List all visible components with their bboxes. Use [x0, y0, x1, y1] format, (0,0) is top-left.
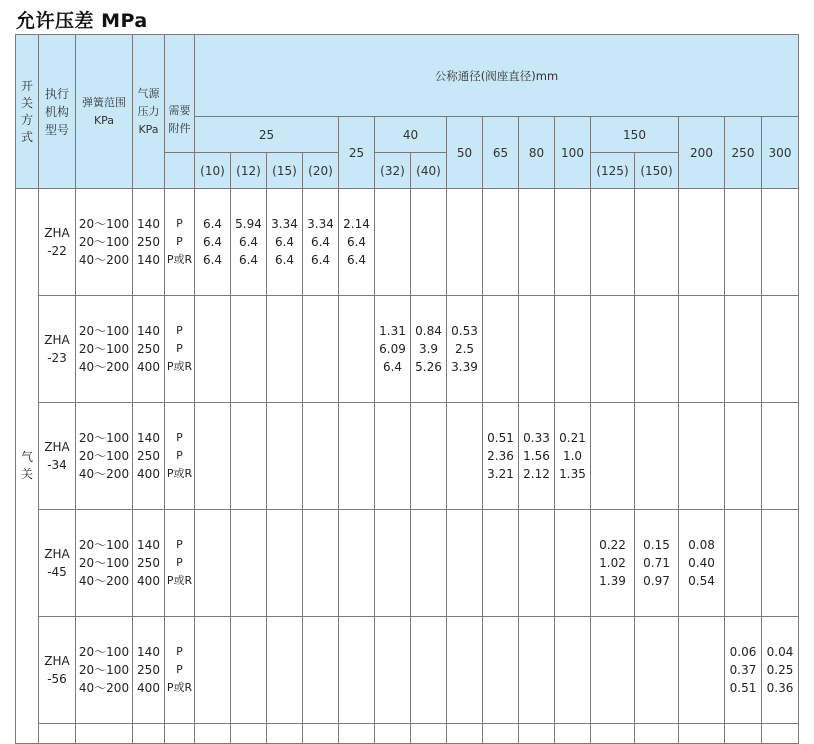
pressure-value-cell-line: 3.21 — [487, 467, 514, 481]
empty-cell — [447, 510, 483, 617]
spring-range-cell — [76, 296, 133, 403]
empty-cell — [339, 403, 375, 510]
pressure-value-cell — [555, 403, 591, 510]
header-dn25: 25 — [339, 117, 375, 189]
air-supply-cell-line: 400 — [137, 681, 160, 695]
pressure-value-cell-line: 3.39 — [451, 360, 478, 374]
accessory-cell-line: P或R — [166, 253, 193, 266]
empty-cell — [267, 510, 303, 617]
pressure-value-cell-line: 0.97 — [643, 574, 670, 588]
pressure-value-cell-line: 1.31 — [379, 324, 406, 338]
empty-cell — [555, 296, 591, 403]
spring-range-cell-line: 20～100 — [78, 235, 130, 249]
header-dn50: 50 — [447, 117, 483, 189]
empty-cell — [195, 296, 231, 403]
empty-cell — [231, 617, 267, 724]
accessory-cell-line: P或R — [166, 360, 193, 373]
empty-cell — [725, 189, 762, 296]
empty-cell — [635, 296, 679, 403]
page-title: 允许压差 MPa — [16, 10, 148, 32]
empty-cell — [555, 189, 591, 296]
header-accessory: 需要附件 — [165, 35, 195, 153]
air-supply-cell-line: 140 — [137, 431, 160, 445]
empty-cell — [635, 617, 679, 724]
actuator-model-cell: ZHA-45 — [39, 510, 76, 617]
pressure-value-cell-line: 0.51 — [729, 681, 757, 695]
pressure-value-cell-line: 0.53 — [451, 324, 478, 338]
empty-cell — [303, 296, 339, 403]
accessory-cell-line: P — [176, 324, 183, 337]
header-dn25-group: 25 — [195, 117, 339, 153]
spring-range-cell-line: 20～100 — [78, 342, 130, 356]
pressure-value-cell — [519, 403, 555, 510]
pressure-value-cell-line: 0.15 — [643, 538, 670, 552]
table-row — [16, 296, 799, 403]
header-dn100: 100 — [555, 117, 591, 189]
actuator-model-cell: ZHA-22 — [39, 189, 76, 296]
accessory-cell — [165, 189, 195, 296]
pressure-value-cell-line: 2.5 — [454, 342, 475, 356]
pressure-value-cell — [483, 403, 519, 510]
accessory-cell-line: P或R — [166, 467, 193, 480]
air-supply-cell-line: 250 — [137, 342, 160, 356]
pressure-value-cell-line: 0.08 — [688, 538, 715, 552]
pressure-value-cell — [231, 189, 267, 296]
air-supply-cell — [133, 296, 165, 403]
pressure-value-cell-line: 3.9 — [418, 342, 439, 356]
pressure-value-cell — [267, 189, 303, 296]
empty-cell — [447, 403, 483, 510]
header-dn150-group: 150 — [591, 117, 679, 153]
table-row — [16, 510, 799, 617]
empty-cell — [762, 403, 799, 510]
header-dn40: (40) — [411, 153, 447, 189]
accessory-cell-line: P — [176, 235, 183, 248]
actuator-model-cell: ZHA-34 — [39, 403, 76, 510]
spring-range-cell-line: 20～100 — [78, 556, 130, 570]
pressure-value-cell-line: 0.22 — [599, 538, 626, 552]
empty-cell — [303, 617, 339, 724]
pressure-value-cell-line: 6.4 — [202, 217, 223, 231]
empty-cell — [447, 617, 483, 724]
spring-range-cell-line: 20～100 — [78, 217, 130, 231]
empty-cell — [375, 189, 411, 296]
air-supply-cell — [133, 189, 165, 296]
empty-cell — [411, 617, 447, 724]
pressure-value-cell-line: 0.51 — [487, 431, 514, 445]
spring-range-cell — [76, 510, 133, 617]
empty-cell — [591, 617, 635, 724]
empty-cell — [483, 189, 519, 296]
pressure-value-cell — [375, 296, 411, 403]
pressure-value-cell-line: 2.36 — [487, 449, 514, 463]
accessory-cell — [165, 296, 195, 403]
pressure-value-cell-line: 6.4 — [274, 253, 295, 267]
header-dn40-group: 40 — [375, 117, 447, 153]
empty-cell — [762, 296, 799, 403]
pressure-diff-table — [15, 34, 799, 744]
spring-range-cell-line: 40～200 — [78, 681, 130, 695]
pressure-value-cell — [635, 510, 679, 617]
empty-cell — [339, 296, 375, 403]
empty-cell — [303, 510, 339, 617]
pressure-value-cell-line: 6.4 — [202, 235, 223, 249]
empty-cell — [762, 189, 799, 296]
switch-mode-cell: 气关 — [16, 189, 39, 744]
air-supply-cell-line: 400 — [137, 467, 160, 481]
empty-cell — [555, 617, 591, 724]
header-dn20: (20) — [303, 153, 339, 189]
table-row — [16, 189, 799, 296]
pressure-value-cell-line: 2.12 — [523, 467, 550, 481]
pressure-value-cell — [339, 189, 375, 296]
empty-cell — [725, 403, 762, 510]
air-supply-cell-line: 400 — [137, 360, 160, 374]
accessory-cell-line: P — [176, 449, 183, 462]
empty-cell — [231, 296, 267, 403]
empty-cell — [635, 403, 679, 510]
pressure-value-cell-line: 6.4 — [274, 235, 295, 249]
pressure-value-cell-line: 1.56 — [523, 449, 550, 463]
spring-range-cell-line: 20～100 — [78, 449, 130, 463]
spring-range-cell — [76, 189, 133, 296]
spring-range-cell-line: 40～200 — [78, 574, 130, 588]
table-row — [16, 403, 799, 510]
accessory-cell-line: P或R — [166, 681, 193, 694]
air-supply-cell-line: 140 — [137, 645, 160, 659]
empty-cell — [411, 189, 447, 296]
spring-range-cell-line: 20～100 — [78, 645, 130, 659]
header-switch-mode: 开关方式 — [16, 35, 39, 189]
pressure-value-cell-line: 0.37 — [729, 663, 757, 677]
table-row — [16, 617, 799, 724]
empty-cell — [519, 296, 555, 403]
air-supply-cell-line: 250 — [137, 449, 160, 463]
empty-cell — [483, 296, 519, 403]
pressure-value-cell-line: 6.4 — [238, 235, 259, 249]
empty-cell — [195, 510, 231, 617]
empty-cell — [591, 403, 635, 510]
empty-cell — [411, 403, 447, 510]
air-supply-cell-line: 250 — [137, 663, 160, 677]
header-accessory-spacer — [165, 153, 195, 189]
pressure-value-cell-line: 6.4 — [382, 360, 403, 374]
empty-cell — [679, 617, 725, 724]
empty-cell — [231, 510, 267, 617]
air-supply-cell — [133, 510, 165, 617]
empty-cell — [483, 617, 519, 724]
pressure-value-cell — [762, 617, 799, 724]
air-supply-cell-line: 400 — [137, 574, 160, 588]
empty-cell — [591, 296, 635, 403]
pressure-value-cell-line: 6.09 — [379, 342, 406, 356]
spring-range-cell — [76, 617, 133, 724]
header-dn10: (10) — [195, 153, 231, 189]
empty-cell — [375, 510, 411, 617]
pressure-value-cell-line: 2.14 — [343, 217, 370, 231]
pressure-value-cell-line: 6.4 — [238, 253, 259, 267]
pressure-value-cell-line: 3.34 — [307, 217, 334, 231]
header-dn125: (125) — [591, 153, 635, 189]
pressure-value-cell-line: 0.71 — [643, 556, 670, 570]
pressure-value-cell-line: 5.26 — [415, 360, 442, 374]
spring-range-cell-line: 20～100 — [78, 538, 130, 552]
header-dn15: (15) — [267, 153, 303, 189]
air-supply-cell-line: 250 — [137, 235, 160, 249]
pressure-value-cell-line: 6.4 — [346, 235, 367, 249]
empty-cell — [195, 403, 231, 510]
empty-cell — [555, 510, 591, 617]
accessory-cell — [165, 403, 195, 510]
empty-cell — [725, 296, 762, 403]
empty-cell — [679, 189, 725, 296]
accessory-cell-line: P — [176, 645, 183, 658]
empty-cell — [339, 617, 375, 724]
empty-cell — [679, 296, 725, 403]
accessory-cell-line: P或R — [166, 574, 193, 587]
empty-cell — [591, 189, 635, 296]
spring-range-cell-line: 20～100 — [78, 324, 130, 338]
pressure-value-cell-line: 6.4 — [202, 253, 223, 267]
spring-range-cell-line: 40～200 — [78, 360, 130, 374]
empty-cell — [375, 403, 411, 510]
air-supply-cell-line: 140 — [137, 538, 160, 552]
air-supply-cell-line: 140 — [137, 217, 160, 231]
air-supply-cell-line: 140 — [137, 324, 160, 338]
accessory-cell-line: P — [176, 663, 183, 676]
empty-cell — [483, 510, 519, 617]
spring-range-cell-line: 20～100 — [78, 431, 130, 445]
empty-cell — [635, 189, 679, 296]
spring-range-cell-line: 40～200 — [78, 467, 130, 481]
empty-cell — [519, 617, 555, 724]
header-dn80: 80 — [519, 117, 555, 189]
header-dn65: 65 — [483, 117, 519, 189]
spring-range-cell-line: 40～200 — [78, 253, 130, 267]
spring-range-cell-line: 20～100 — [78, 663, 130, 677]
accessory-cell-line: P — [176, 431, 183, 444]
empty-cell — [411, 510, 447, 617]
header-dn12: (12) — [231, 153, 267, 189]
empty-cell — [195, 617, 231, 724]
empty-cell — [447, 189, 483, 296]
pressure-value-cell — [303, 189, 339, 296]
pressure-value-cell — [447, 296, 483, 403]
accessory-cell-line: P — [176, 342, 183, 355]
air-supply-cell-line: 140 — [137, 253, 160, 267]
pressure-value-cell-line: 0.21 — [559, 431, 586, 445]
empty-cell — [267, 617, 303, 724]
header-dn150: (150) — [635, 153, 679, 189]
empty-cell — [679, 403, 725, 510]
empty-cell — [375, 617, 411, 724]
accessory-cell-line: P — [176, 538, 183, 551]
pressure-value-cell-line: 0.06 — [729, 645, 757, 659]
header-spring-range: 弹簧范围 KPa — [76, 35, 133, 189]
header-actuator-model: 执行机构型号 — [39, 35, 76, 189]
spring-range-cell — [76, 403, 133, 510]
pressure-value-cell-line: 6.4 — [346, 253, 367, 267]
pressure-value-cell-line: 3.34 — [271, 217, 298, 231]
empty-cell — [267, 403, 303, 510]
pressure-value-cell-line: 0.04 — [766, 645, 794, 659]
empty-cell — [725, 510, 762, 617]
header-air-supply: 气源压力 KPa — [133, 35, 165, 189]
air-supply-cell — [133, 617, 165, 724]
air-supply-cell-line: 250 — [137, 556, 160, 570]
pressure-value-cell-line: 5.94 — [235, 217, 262, 231]
pressure-value-cell — [679, 510, 725, 617]
header-dn32: (32) — [375, 153, 411, 189]
pressure-value-cell-line: 0.54 — [688, 574, 715, 588]
actuator-model-cell: ZHA-23 — [39, 296, 76, 403]
pressure-value-cell-line: 1.0 — [562, 449, 583, 463]
accessory-cell-line: P — [176, 556, 183, 569]
empty-cell — [303, 403, 339, 510]
accessory-cell-line: P — [176, 217, 183, 230]
empty-cell — [267, 296, 303, 403]
pressure-value-cell — [411, 296, 447, 403]
pressure-value-cell-line: 0.40 — [688, 556, 715, 570]
header-nominal-diameter: 公称通径(阀座直径)mm — [195, 35, 799, 117]
header-dn300: 300 — [762, 117, 799, 189]
air-supply-cell — [133, 403, 165, 510]
actuator-model-cell: ZHA-56 — [39, 617, 76, 724]
accessory-cell — [165, 617, 195, 724]
pressure-value-cell-line: 0.33 — [523, 431, 550, 445]
pressure-value-cell-line: 6.4 — [310, 235, 331, 249]
header-dn200: 200 — [679, 117, 725, 189]
pressure-value-cell — [725, 617, 762, 724]
pressure-value-cell-line: 1.02 — [599, 556, 626, 570]
empty-cell — [762, 510, 799, 617]
empty-cell — [231, 403, 267, 510]
pressure-value-cell-line: 1.39 — [599, 574, 626, 588]
pressure-value-cell-line: 1.35 — [559, 467, 586, 481]
empty-cell — [519, 510, 555, 617]
pressure-value-cell-line: 6.4 — [310, 253, 331, 267]
header-dn250: 250 — [725, 117, 762, 189]
pressure-value-cell — [591, 510, 635, 617]
empty-cell — [339, 510, 375, 617]
pressure-value-cell — [195, 189, 231, 296]
pressure-value-cell-line: 0.84 — [415, 324, 442, 338]
pressure-value-cell-line: 0.25 — [766, 663, 794, 677]
empty-cell — [519, 189, 555, 296]
accessory-cell — [165, 510, 195, 617]
pressure-value-cell-line: 0.36 — [766, 681, 794, 695]
